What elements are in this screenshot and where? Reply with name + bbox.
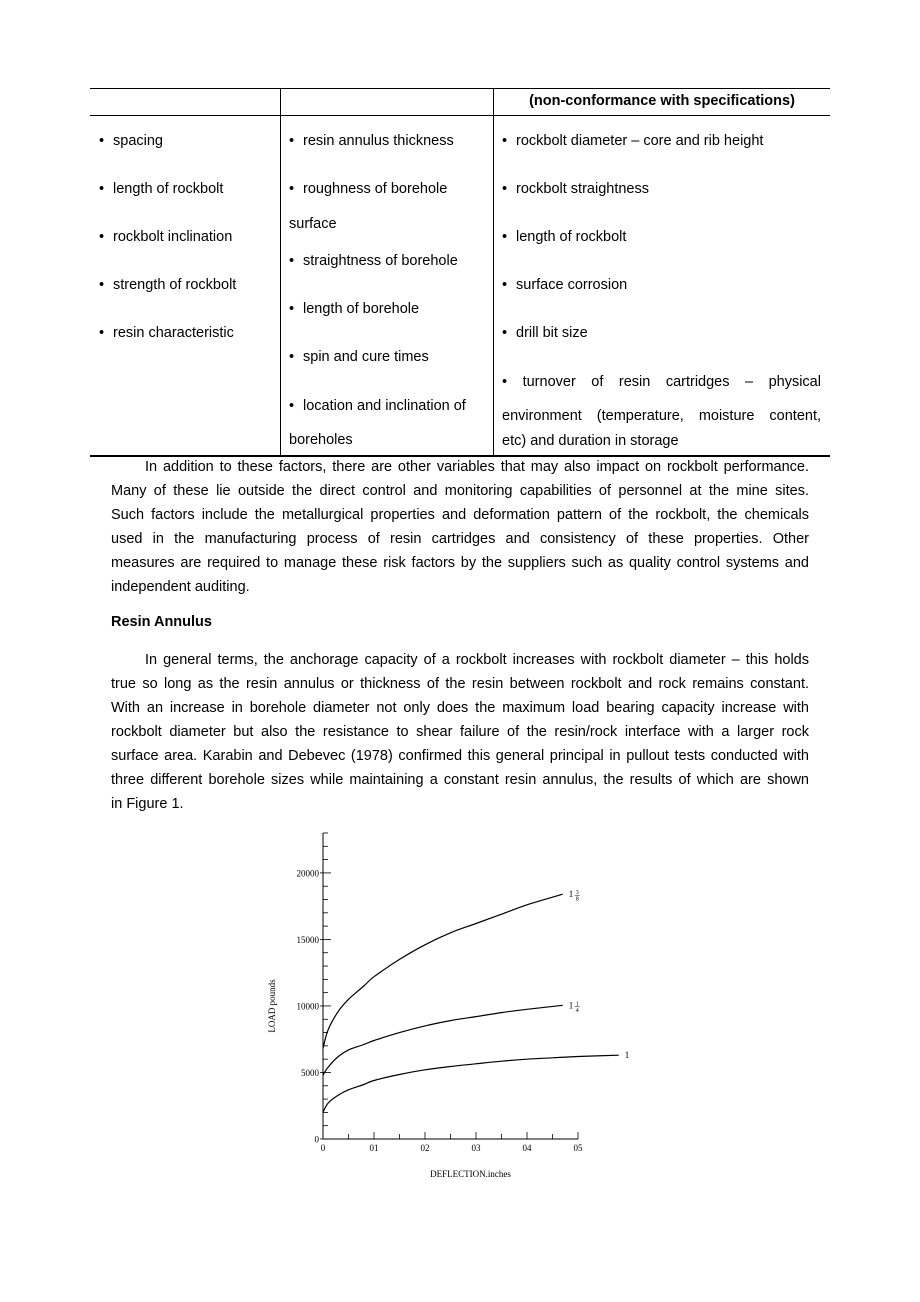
col1-item (99, 181, 223, 197)
series-label-denominator: 4 (575, 1007, 579, 1014)
paragraph-line: Many of these lie outside the direct control and monitoring capabilities of personnel at the mine sites. (111, 483, 809, 499)
paragraph-line: in Figure 1. (111, 796, 184, 812)
paragraph-line: rockbolt diameter but also the resistance to shear failure of the resin/rock interface with a larger rock (111, 724, 809, 740)
column-divider-2 (493, 89, 494, 455)
bullet: • (289, 398, 295, 414)
series-line (323, 894, 563, 1048)
paragraph-line: measures are required to manage these risk factors by the suppliers such as quality control systems and (111, 555, 809, 571)
word: – (744, 374, 754, 390)
bullet: • (99, 277, 105, 293)
series-label: 1 (624, 1050, 630, 1061)
col2-item (289, 398, 466, 414)
col1-item (99, 277, 236, 293)
chart-series-group (323, 894, 619, 1112)
column-divider-1 (280, 89, 281, 455)
y-tick-label: 10000 (296, 1001, 319, 1012)
word: turnover (522, 374, 576, 390)
col2-item-text: straightness of borehole (303, 253, 458, 269)
x-tick-label: 02 (420, 1143, 430, 1153)
x-tick-label: 03 (471, 1143, 481, 1153)
bullet: • (502, 181, 508, 197)
bullet: • (289, 301, 295, 317)
col1-item (99, 133, 163, 149)
bullet: • (502, 374, 508, 390)
paragraph-line: true so long as the resin annulus or thickness of the resin between rockbolt and rock remains constant. (111, 676, 809, 692)
chart-labels-group (569, 889, 630, 1060)
col2-item-continuation: boreholes (289, 432, 353, 448)
bullet: • (289, 133, 295, 149)
col3-item-text: rockbolt diameter – core and rib height (516, 133, 764, 149)
col3-item-text: length of rockbolt (516, 229, 627, 245)
col3-item-text: rockbolt straightness (516, 181, 649, 197)
col2-item (289, 301, 419, 317)
col2-item (289, 133, 454, 149)
col2-item-text: roughness of borehole (303, 181, 448, 197)
section-heading: Resin Annulus (111, 614, 212, 630)
col1-item (99, 325, 234, 341)
load-deflection-chart (255, 825, 655, 1195)
x-axis-label: DEFLECTION.inches (430, 1169, 511, 1179)
header-rule (90, 115, 830, 116)
factors-table (90, 88, 830, 457)
col2-item (289, 349, 429, 365)
col1-item-text: resin characteristic (113, 325, 234, 341)
series-line (323, 1005, 563, 1075)
col3-item (502, 229, 626, 245)
bullet: • (502, 325, 508, 341)
y-axis-label: LOAD pounds (267, 979, 277, 1033)
bullet: • (289, 349, 295, 365)
chart-axes (267, 833, 583, 1179)
table-header-nonconformance: (non-conformance with specifications) (529, 93, 795, 109)
col2-item (289, 181, 447, 197)
col2-item (289, 253, 458, 269)
paragraph-line: In general terms, the anchorage capacity of a rockbolt increases with rockbolt diameter – this holds (145, 652, 809, 668)
col1-item (99, 229, 232, 245)
paragraph-line: surface area. Karabin and Debevec (1978) confirmed this general principal in pullout tests conducted with (111, 748, 809, 764)
col2-item-text: location and inclination of (303, 398, 466, 414)
col3-item-continuation: etc) and duration in storage (502, 433, 679, 449)
bullet: • (99, 181, 105, 197)
x-tick-label: 01 (369, 1143, 379, 1153)
word: cartridges (665, 374, 730, 390)
word: of (591, 374, 604, 390)
paragraph-additional-factors (111, 455, 809, 599)
word: environment (502, 408, 582, 424)
paragraph-line: In addition to these factors, there are other variables that may also impact on rockbolt performance. (145, 459, 809, 475)
col3-item-text: drill bit size (516, 325, 588, 341)
series-label-denominator: 8 (575, 896, 579, 903)
x-tick-label: 0 (320, 1143, 326, 1153)
bullet: • (99, 133, 105, 149)
series-line (323, 1055, 619, 1112)
word: (temperature, (596, 408, 684, 424)
col3-item (502, 181, 649, 197)
paragraph-line: three different borehole sizes while maintaining a constant resin annulus, the results of which are shown (111, 772, 809, 788)
y-tick-label: 0 (314, 1134, 319, 1145)
col3-item-justified (502, 374, 821, 390)
col1-item-text: length of rockbolt (113, 181, 224, 197)
bullet: • (99, 229, 105, 245)
y-tick-label: 5000 (301, 1067, 319, 1078)
bullet: • (99, 325, 105, 341)
col2-item-text: resin annulus thickness (303, 133, 454, 149)
col1-item-text: spacing (113, 133, 163, 149)
paragraph-line: With an increase in borehole diameter not only does the maximum load bearing capacity increase with (111, 700, 809, 716)
series-label-numerator: 1 (575, 1001, 579, 1008)
word: content, (769, 408, 821, 424)
series-label: 1 (568, 1000, 574, 1011)
bullet: • (502, 277, 508, 293)
bullet: • (289, 253, 295, 269)
col3-item-justified (502, 408, 821, 424)
bullet: • (289, 181, 295, 197)
y-tick-label: 15000 (296, 934, 319, 945)
bullet: • (502, 133, 508, 149)
col2-item-text: spin and cure times (303, 349, 429, 365)
col3-item (502, 277, 627, 293)
col3-item (502, 325, 588, 341)
word: physical (768, 374, 821, 390)
y-tick-label: 20000 (296, 868, 319, 879)
col1-item-text: strength of rockbolt (113, 277, 237, 293)
col3-item-text: surface corrosion (516, 277, 628, 293)
x-tick-label: 04 (522, 1143, 532, 1153)
col1-item-text: rockbolt inclination (113, 229, 233, 245)
word: resin (618, 374, 651, 390)
series-label-numerator: 3 (575, 890, 579, 897)
word: moisture (698, 408, 755, 424)
paragraph-line: Such factors include the metallurgical properties and deformation pattern of the rockbolt, the chemicals (111, 507, 809, 523)
paragraph-resin-annulus (111, 648, 809, 816)
paragraph-line: independent auditing. (111, 579, 250, 595)
x-tick-label: 05 (573, 1143, 583, 1153)
paragraph-line: used in the manufacturing process of resin cartridges and consistency of these properties. Other (111, 531, 809, 547)
col3-item (502, 133, 763, 149)
col2-item-text: length of borehole (303, 301, 420, 317)
col2-item-continuation: surface (289, 216, 337, 232)
series-label: 1 (568, 889, 574, 900)
bullet: • (502, 229, 508, 245)
